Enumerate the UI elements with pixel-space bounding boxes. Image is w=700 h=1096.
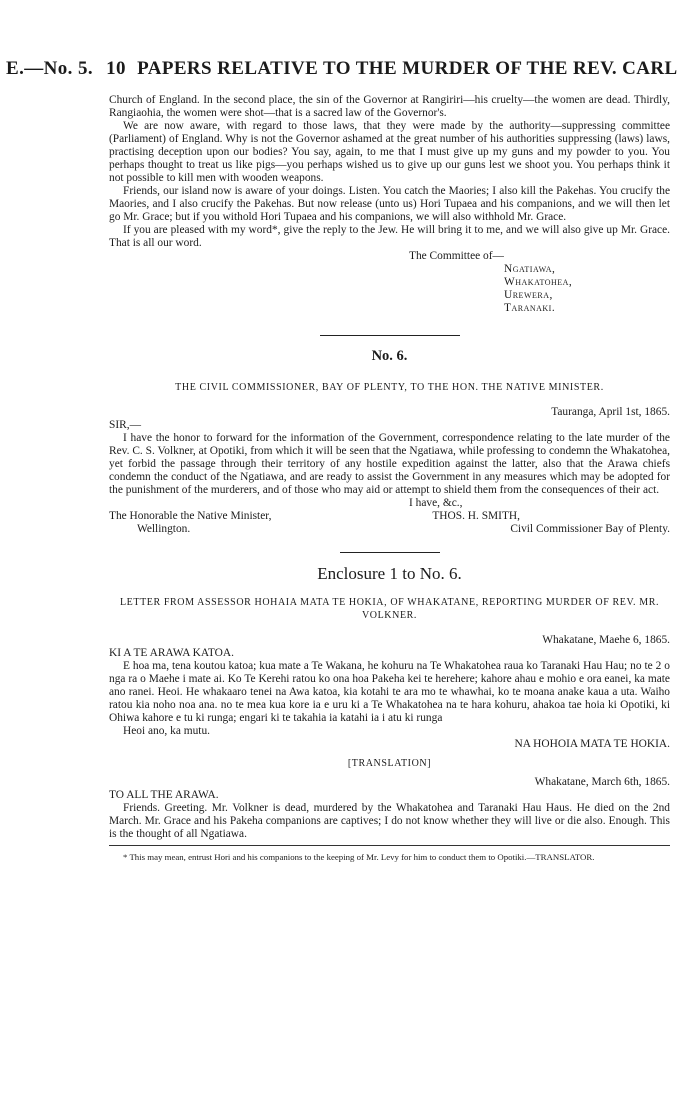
committee-name: Urewera, (504, 289, 553, 301)
document-reference: E.—No. 5. (6, 58, 93, 79)
committee-label: The Committee of— (409, 250, 504, 262)
salutation: TO ALL THE ARAWA. (109, 789, 219, 801)
dateline: Tauranga, April 1st, 1865. (551, 406, 670, 418)
section-divider (340, 552, 440, 553)
maori-committee-letter (109, 94, 670, 315)
section-subheading: THE CIVIL COMMISSIONER, BAY OF PLENTY, TO THE HON. THE NATIVE MINISTER. (175, 382, 604, 393)
enclosure-heading: Enclosure 1 to No. 6. (317, 564, 462, 583)
signature: THOS. H. SMITH, (432, 510, 520, 522)
page-number: 10 (106, 58, 126, 79)
closing: Heoi ano, ka mutu. (123, 725, 210, 737)
closing: I have, &c., (409, 497, 463, 509)
dateline: Whakatane, March 6th, 1865. (534, 776, 670, 788)
committee-name: Ngatiawa, (504, 263, 556, 275)
enclosure-subheading: VOLKNER. (361, 610, 418, 621)
paragraph: Friends, our island now is aware of your doings. Listen. You catch the Maories; I also kill the Pakehas. You crucify the Maories, and I also crucify the Pakehas. But now release (unto us) Hori Tupaea and his companions, and we will then let go Mr. Grace; but if you withold Hori Tupaea and his companions, we will also withhold Mr. Grace. (109, 185, 670, 223)
section-divider (320, 335, 460, 336)
translation-label: [TRANSLATION] (347, 758, 432, 769)
addressee-place: Wellington. (137, 523, 191, 535)
salutation: KI A TE ARAWA KATOA. (109, 647, 234, 659)
enclosure-1 (109, 564, 670, 841)
committee-name: Whakatohea, (504, 276, 573, 288)
paragraph: Friends. Greeting. Mr. Volkner is dead, murdered by the Whakatohea and Taranaki Hau Haus. He died on the 2nd March. Mr. Grace and his Pakeha companions are captives; I do not know whether they will live or die also. Enough. This is the thought of all Ngatiawa. (109, 802, 670, 840)
paragraph: Church of England. In the second place, the sin of the Governor at Rangiriri—his cruelty—the women are dead. Thirdly, Rangiaohia, the women were shot—that is a sacred law of the Governor's. (109, 94, 670, 119)
signature-row (109, 523, 670, 536)
paragraph: I have the honor to forward for the information of the Government, correspondence relating to the late murder of the Rev. C. S. Volkner, at Opotiki, from which it will be seen that the Ngatiawa, while professing to condemn the Whakatohea, yet forbid the passage through their territory of any hostile expedition against the latter, also that the Arawa chiefs condemn the conduct of the Ngatiawa, and are ready to assist the Government in any measures which may be adopted for the punishment of the murderers, and of those who may aid or attempt to shield them from the consequences of their act. (109, 432, 670, 496)
footnote: * This may mean, entrust Hori and his companions to the keeping of Mr. Levy for him to conduct them to Opotiki.—TRANSLATOR. (123, 852, 595, 862)
paragraph: E hoa ma, tena koutou katoa; kua mate a Te Wakana, he kohuru na Te Whakatohea raua ko Taranaki Hau Hau; no te 2 o nga ra o Maehe i mate ai. Ko Te Kerehi ratou ko ona hoa Pakeha kei te herehere; kahore ahau e mohio e ora eanei, ka mate ano ranei. Heoi. He whakaaro tenei na Awa katoa, kia kotahi te ara mo te whawhai, ko te moana anake kaua a uta. Waiho ratou kia noho noa ana. no te mea kua kore ia e uru ki a Te Whakatohea na te hara kohuru, ahakoa tae hoia ki Opotiki, ki Ohiwa kahore e tu ki runga; engari ki te takahia ia katahi ia i atu ki runga (109, 660, 670, 724)
addressee: The Honorable the Native Minister, (109, 510, 272, 522)
dateline: Whakatane, Maehe 6, 1865. (542, 634, 670, 646)
paragraph: If you are pleased with my word*, give the reply to the Jew. He will bring it to me, and we will also give up Mr. Grace. That is all our word. (109, 224, 670, 249)
enclosure-subheading: LETTER FROM ASSESSOR HOHAIA MATA TE HOKIA, OF WHAKATANE, REPORTING MURDER OF REV. MR. (119, 597, 660, 608)
signature-title: Civil Commissioner Bay of Plenty. (510, 523, 670, 535)
committee-name: Taranaki. (504, 302, 556, 314)
page-body (109, 94, 670, 863)
footnote-divider (109, 845, 670, 846)
paragraph: We are now aware, with regard to those laws, that they were made by the authority—suppressing committee (Parliament) of England. Why is not the Governor ashamed at the great number of his authorities suppressing (laws) laws, practising deception upon our bodies? You say, again, to me that I must give up my guns and my powder to you. You perhaps thought to treat us like pigs—you perhaps wished us to give up our guns lest we shoot you. You perhaps think it not possible to kill men with wooden weapons. (109, 120, 670, 184)
page-header (6, 58, 696, 80)
signature: NA HOHOIA MATA TE HOKIA. (514, 738, 670, 750)
signature-row (109, 510, 670, 523)
document-no-6 (109, 350, 670, 536)
salutation: SIR,— (109, 419, 141, 431)
running-title: PAPERS RELATIVE TO THE MURDER OF THE REV. CARL (137, 58, 678, 79)
section-heading: No. 6. (371, 348, 408, 364)
